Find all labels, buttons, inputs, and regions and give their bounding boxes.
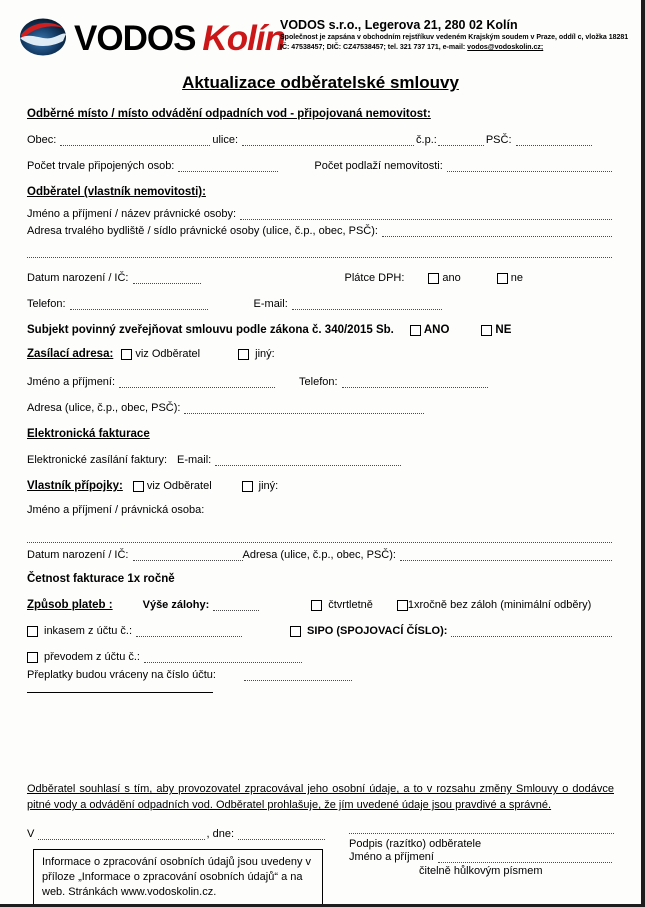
platce-dph-ne-checkbox[interactable] bbox=[497, 273, 508, 284]
vlastnik-viz-checkbox[interactable] bbox=[133, 481, 144, 492]
subjekt-povinny-label: Subjekt povinný zveřejňovat smlouvu podle zákona č. 340/2015 Sb. bbox=[27, 324, 394, 336]
row-v-dne bbox=[27, 827, 327, 841]
vyse-zalohy-label: Výše zálohy: bbox=[142, 599, 210, 611]
company-registration-line: Společnost je zapsána v obchodním rejstříkuv vedeném Krajským soudem v Praze, oddíl c, vložka 18281 bbox=[280, 34, 629, 41]
company-name-line: VODOS s.r.o., Legerova 21, 280 02 Kolín bbox=[280, 18, 518, 32]
cp-label: č.p.: bbox=[416, 134, 437, 146]
email-faktury-fill-field bbox=[215, 454, 401, 466]
gdpr-info-box: Informace o zpracování osobních údajů jsou uvedeny v příloze „Informace o zpracování osobních údajů“ a na web. Stránkách www.vodoskolin.cz. bbox=[33, 849, 323, 906]
email-odberatel-fill-field bbox=[292, 298, 442, 310]
misto-fill-field bbox=[38, 828, 204, 840]
adresa-zasilaci-label: Adresa (ulice, č.p., obec, PSČ): bbox=[27, 402, 181, 414]
ctvrtletne-option bbox=[311, 598, 373, 612]
telefon-odberatel-label: Telefon: bbox=[27, 298, 66, 310]
zpusob-plateb-heading: Způsob plateb : bbox=[27, 599, 113, 611]
jmeno-zasilaci-fill-field bbox=[119, 376, 275, 388]
vlastnik-pripojky-heading: Vlastník přípojky: bbox=[27, 480, 123, 492]
row-zasilaci-adresa bbox=[27, 347, 614, 361]
datum-vlastnik-fill-field bbox=[133, 549, 243, 561]
section-heading-efakturace: Elektronická fakturace bbox=[27, 428, 150, 440]
telefon-zasilaci-label: Telefon: bbox=[299, 376, 338, 388]
subjekt-ano-label: ANO bbox=[423, 324, 450, 336]
sipo-checkbox[interactable] bbox=[290, 626, 301, 637]
signature-block bbox=[349, 827, 614, 878]
sipo-option bbox=[290, 624, 447, 638]
platce-dph-ano-checkbox[interactable] bbox=[428, 273, 439, 284]
adresa-odberatel-label: Adresa trvalého bydliště / sídlo právnické osoby (ulice, č.p., obec, PSČ): bbox=[27, 225, 378, 237]
jmeno-zasilaci-label: Jméno a příjmení: bbox=[27, 376, 116, 388]
ctvrtletne-checkbox[interactable] bbox=[311, 600, 322, 611]
row-vlastnik-dotline bbox=[27, 531, 614, 544]
zasilaci-viz-label: viz Odběratel bbox=[135, 348, 201, 360]
jmeno-podpis-label: Jméno a příjmení bbox=[349, 851, 434, 863]
consent-paragraph: Odběratel souhlasí s tím, aby provozovatel zpracovával jeho osobní údaje, a to v rozsahu změny Smlouvy o dodávce pitné vody a odvádění odpadních vod. Odběratel prohlašuje, že jím uvedené údaje jsou pravdivé a správné. bbox=[27, 783, 614, 811]
inkasem-checkbox[interactable] bbox=[27, 626, 38, 637]
cp-fill-field bbox=[438, 134, 484, 146]
pocet-osob-fill-field bbox=[178, 160, 278, 172]
cetnost-fakturace-label: Četnost fakturace 1x ročně bbox=[27, 573, 175, 585]
ctvrtletne-label: čtvrtletně bbox=[328, 599, 373, 611]
row-datum-vlastnik bbox=[27, 548, 614, 562]
zasilaci-adresa-heading: Zasílací adresa: bbox=[27, 348, 114, 360]
datum-narozeni-label: Datum narození / IČ: bbox=[27, 272, 129, 284]
rocne-label: 1xročně bez záloh (minimální odběry) bbox=[407, 599, 592, 611]
row-vlastnik-pripojky bbox=[27, 479, 614, 493]
jmeno-odberatel-fill-field bbox=[240, 208, 612, 220]
pocet-podlazi-label: Počet podlaží nemovitosti: bbox=[314, 160, 443, 172]
vlastnik-viz-option bbox=[133, 479, 212, 493]
psc-label: PSČ: bbox=[485, 134, 512, 146]
ezasilani-label: Elektronické zasílání faktury: bbox=[27, 454, 168, 466]
adresa-vlastnik-fill-field bbox=[400, 549, 612, 561]
row-datum-narozeni bbox=[27, 271, 614, 285]
zasilaci-viz-checkbox[interactable] bbox=[121, 349, 132, 360]
page-title: Aktualizace odběratelské smlouvy bbox=[182, 73, 459, 92]
email-faktury-label: E-mail: bbox=[177, 454, 212, 466]
inkasem-ucet-fill-field bbox=[136, 625, 242, 637]
subjekt-ano-option bbox=[410, 323, 450, 337]
logo-brand-text: VODOS bbox=[74, 18, 196, 58]
ulice-fill-field bbox=[242, 134, 414, 146]
place-date-row bbox=[27, 827, 327, 906]
company-info bbox=[280, 14, 628, 63]
subjekt-ne-label: NE bbox=[495, 324, 512, 336]
row-preplatky bbox=[27, 668, 614, 682]
prevodem-label: převodem z účtu č.: bbox=[44, 651, 140, 663]
datum-vlastnik-label: Datum narození / IČ: bbox=[27, 549, 129, 561]
dne-label: , dne: bbox=[206, 828, 235, 840]
prevodem-ucet-fill-field bbox=[144, 651, 302, 663]
signature-area bbox=[27, 827, 614, 906]
jmeno-vlastnik-label: Jméno a příjmení / právnická osoba: bbox=[27, 504, 205, 516]
sipo-label: SIPO (SPOJOVACÍ ČÍSLO): bbox=[307, 625, 448, 637]
vlastnik-viz-label: viz Odběratel bbox=[146, 480, 212, 492]
prevodem-checkbox[interactable] bbox=[27, 652, 38, 663]
vodos-logo bbox=[18, 14, 285, 63]
datum-narozeni-fill-field bbox=[133, 272, 201, 284]
platce-dph-label: Plátce DPH: bbox=[344, 272, 405, 284]
rocne-checkbox[interactable] bbox=[397, 600, 408, 611]
vlastnik-jiny-checkbox[interactable] bbox=[242, 481, 253, 492]
obec-label: Obec: bbox=[27, 134, 57, 146]
row-ezasilani bbox=[27, 453, 614, 467]
row-zpusob-plateb bbox=[27, 598, 614, 612]
row-jmeno-vlastnik bbox=[27, 503, 614, 517]
jmeno-vlastnik-fill-field bbox=[27, 531, 612, 543]
jmeno-podpis-fill-field bbox=[438, 853, 612, 863]
row-obec bbox=[27, 133, 614, 147]
rocne-option bbox=[397, 598, 591, 612]
row-telefon-odberatel bbox=[27, 297, 614, 311]
platce-dph-ano-option bbox=[428, 271, 460, 285]
v-label: V bbox=[27, 828, 35, 840]
sipo-cislo-fill-field bbox=[451, 625, 612, 637]
jmeno-odberatel-label: Jméno a příjmení / název právnické osoby: bbox=[27, 208, 237, 220]
section-heading-odberatel: Odběratel (vlastník nemovitosti): bbox=[27, 186, 206, 198]
row-inkasem-sipo bbox=[27, 624, 614, 638]
header bbox=[0, 0, 641, 63]
zasilaci-jiny-label: jiný: bbox=[255, 348, 275, 360]
logo-city-text: Kolín bbox=[202, 18, 285, 58]
separator-line bbox=[27, 692, 213, 693]
datum-fill-field bbox=[238, 828, 325, 840]
podpis-label: Podpis (razítko) odběratele bbox=[349, 838, 482, 850]
obec-fill-field bbox=[60, 134, 210, 146]
subjekt-ne-checkbox[interactable] bbox=[481, 325, 492, 336]
preplatky-ucet-fill-field bbox=[244, 669, 352, 681]
subjekt-ne-option bbox=[481, 323, 511, 337]
telefon-zasilaci-fill-field bbox=[342, 376, 488, 388]
adresa-odberatel-fill-field-2 bbox=[27, 246, 612, 258]
row-prevodem bbox=[27, 650, 614, 664]
vodos-globe-icon bbox=[18, 14, 68, 63]
company-email-link[interactable]: vodos@vodoskolin.cz; bbox=[467, 44, 544, 52]
platce-dph-ne-label: ne bbox=[510, 272, 524, 284]
adresa-odberatel-fill-field bbox=[382, 225, 612, 237]
vlastnik-jiny-option bbox=[242, 479, 279, 493]
signature-fill-field bbox=[349, 827, 614, 834]
pocet-osob-label: Počet trvale připojených osob: bbox=[27, 160, 175, 172]
inkasem-label: inkasem z účtu č.: bbox=[44, 625, 133, 637]
row-jmeno-odberatel bbox=[27, 207, 614, 221]
adresa-vlastnik-label: Adresa (ulice, č.p., obec, PSČ): bbox=[242, 549, 396, 561]
logo-wordmark bbox=[74, 19, 285, 59]
subjekt-ano-checkbox[interactable] bbox=[410, 325, 421, 336]
zasilaci-jiny-checkbox[interactable] bbox=[238, 349, 249, 360]
adresa-zasilaci-fill-field bbox=[184, 402, 424, 414]
row-adresa-odberatel bbox=[27, 224, 614, 238]
company-contact-prefix: IČ: 47538457; DIČ: CZ47538457; tel. 321 737 171, e-mail: bbox=[280, 44, 468, 52]
prevodem-option bbox=[27, 650, 140, 664]
pocet-podlazi-fill-field bbox=[447, 160, 612, 172]
row-jmeno-zasilaci bbox=[27, 375, 614, 389]
vlastnik-jiny-label: jiný: bbox=[258, 480, 279, 492]
platce-dph-ano-label: ano bbox=[442, 272, 461, 284]
psc-fill-field bbox=[516, 134, 592, 146]
section-heading-odberne-misto: Odběrné místo / místo odvádění odpadních vod - připojovaná nemovitost: bbox=[27, 108, 431, 120]
inkasem-option bbox=[27, 624, 132, 638]
row-adresa-pokracovani bbox=[27, 246, 614, 259]
row-jmeno-podpis bbox=[349, 851, 614, 864]
preplatky-label: Přeplatky budou vráceny na číslo účtu: bbox=[27, 669, 216, 681]
email-odberatel-label: E-mail: bbox=[253, 298, 288, 310]
ulice-label: ulice: bbox=[212, 134, 239, 146]
vyse-zalohy-fill-field bbox=[213, 599, 259, 611]
zasilaci-jiny-option bbox=[238, 347, 275, 361]
zasilaci-viz-option bbox=[121, 347, 200, 361]
citelne-note: čitelně hůlkovým písmem bbox=[419, 865, 543, 877]
platce-dph-ne-option bbox=[497, 271, 523, 285]
row-pocty bbox=[27, 159, 614, 173]
telefon-odberatel-fill-field bbox=[70, 298, 208, 310]
company-contact-line bbox=[280, 43, 628, 52]
row-subjekt-povinny bbox=[27, 323, 614, 337]
row-adresa-zasilaci bbox=[27, 401, 614, 415]
